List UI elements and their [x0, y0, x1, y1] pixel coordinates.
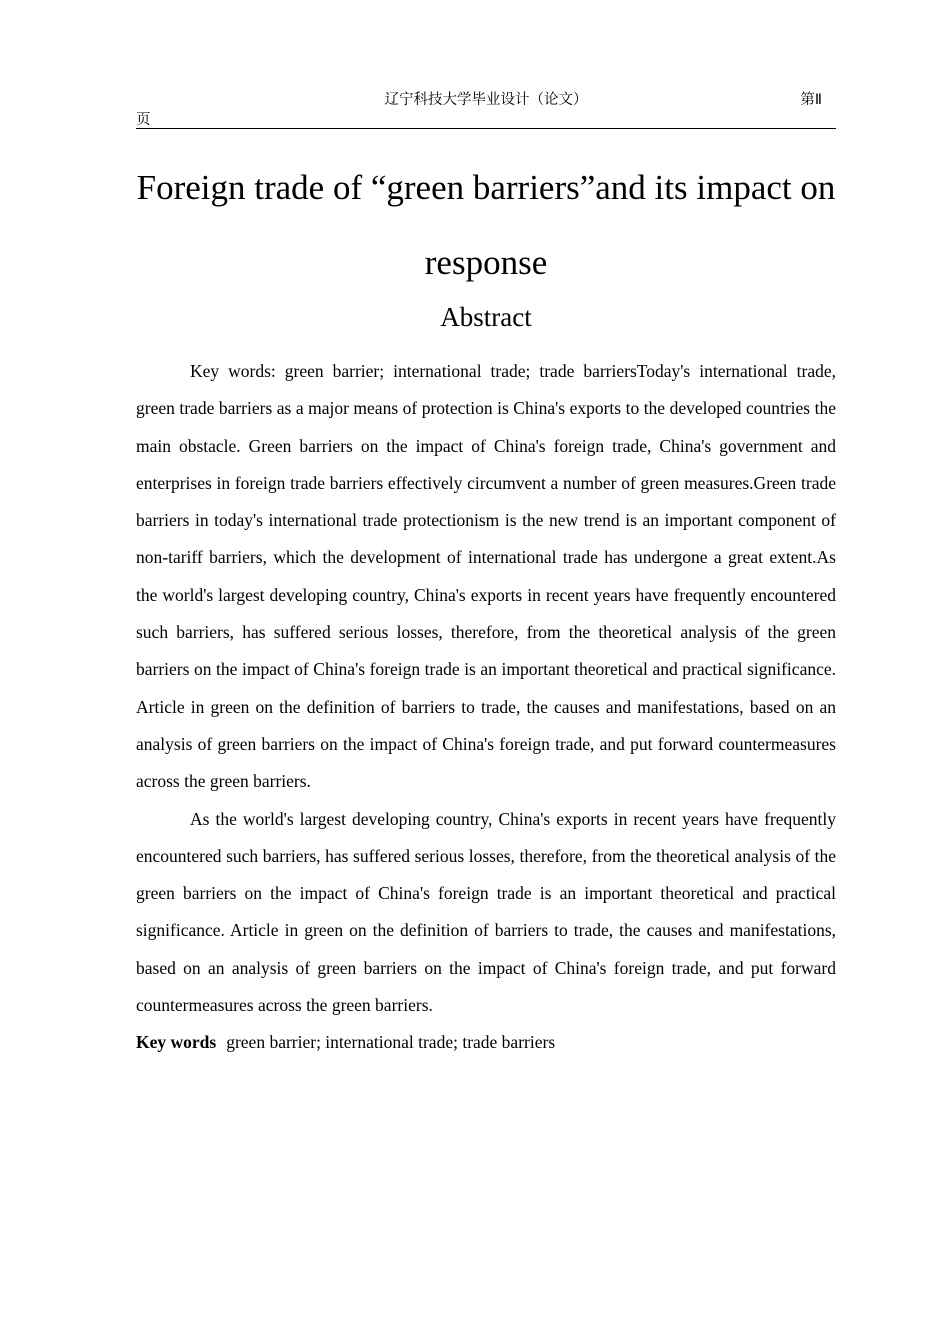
page-header: [136, 86, 836, 129]
abstract-paragraph-1: Key words: green barrier; international trade; trade barriersToday's international trade, green trade barriers as a major means of protection is China's exports to the developed countries the main obstacle. Green barriers on the impact of China's foreign trade, China's government and enterprises in foreign trade barriers effectively circumvent a number of green measures.Green trade barriers in today's international trade protectionism is the new trend is an important component of non-tariff barriers, which the development of international trade has undergone a great extent.As the world's largest developing country, China's exports in recent years have frequently encountered such barriers, has suffered serious losses, therefore, from the theoretical analysis of the green barriers on the impact of China's foreign trade is an important theoretical and practical significance. Article in green on the definition of barriers to trade, the causes and manifestations, based on an analysis of green barriers on the impact of China's foreign trade, and put forward countermeasures across the green barriers.: [136, 361, 836, 792]
header-title: 辽宁科技大学毕业设计（论文）: [384, 92, 588, 108]
paper-title: Foreign trade of “green barriers”and its impact on response: [136, 168, 836, 282]
keywords-line: [136, 1024, 836, 1061]
abstract-heading: Abstract: [440, 302, 532, 332]
keywords-value: green barrier; international trade; trade barriers: [226, 1032, 556, 1053]
header-page-number: 第Ⅱ: [800, 92, 822, 108]
header-page-suffix: 页: [136, 112, 151, 128]
abstract-body: [136, 353, 836, 1062]
abstract-paragraph-2: As the world's largest developing country, China's exports in recent years have frequently encountered such barriers, has suffered serious losses, therefore, from the theoretical analysis of the green barriers on the impact of China's foreign trade is an important theoretical and practical significance. Article in green on the definition of barriers to trade, the causes and manifestations, based on an analysis of green barriers on the impact of China's foreign trade, and put forward countermeasures across the green barriers.: [136, 808, 836, 1016]
keywords-label: Key words: [136, 1032, 217, 1053]
